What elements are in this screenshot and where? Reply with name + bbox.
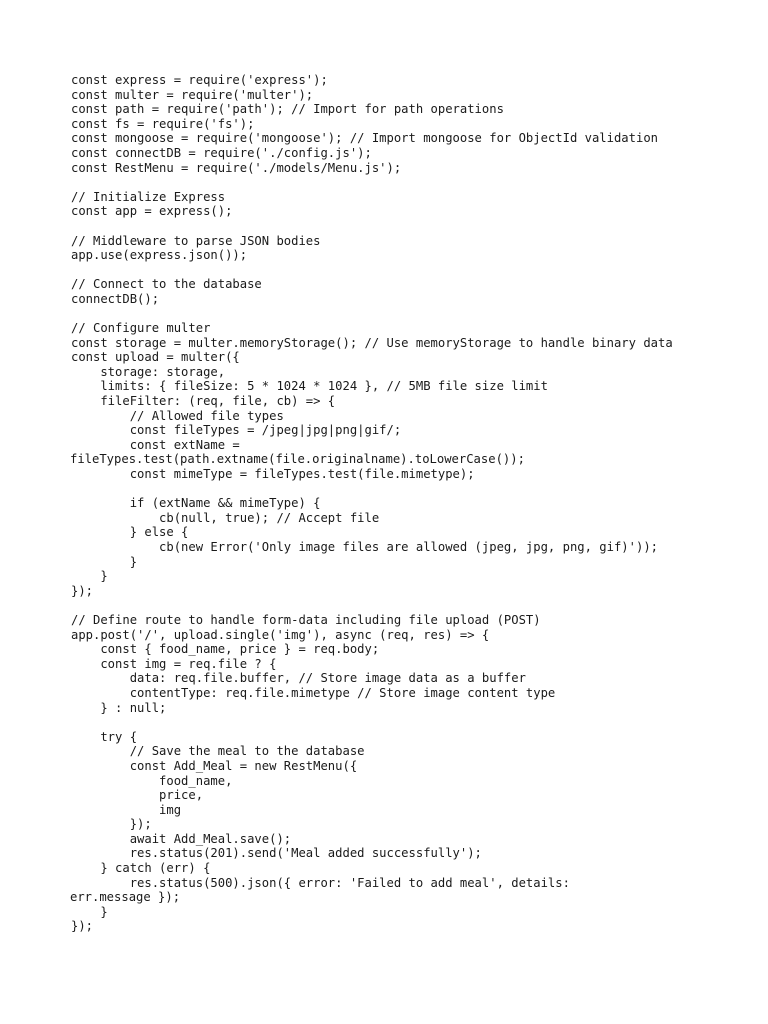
code-line: connectDB(); (71, 291, 160, 306)
code-line: } else { (71, 525, 189, 540)
code-line: // Connect to the database (71, 277, 262, 292)
code-line: } catch (err) { (71, 861, 211, 876)
code-line: // Configure multer (71, 321, 211, 336)
code-line: cb(new Error('Only image files are allowed (jpeg, jpg, png, gif)')); (71, 540, 658, 554)
code-line (71, 175, 673, 190)
code-line: const extName = (71, 437, 240, 452)
code-line: fileFilter: (req, file, cb) => { (71, 394, 336, 409)
code-line: contentType: req.file.mimetype // Store image content type (71, 685, 556, 700)
code-line: price, (71, 788, 204, 803)
code-line: } (71, 554, 138, 569)
code-line: }); (71, 919, 94, 934)
code-line: const Add_Meal = new RestMenu({ (71, 758, 358, 773)
code-line: const upload = multer({ (71, 350, 240, 365)
code-line: } (71, 569, 108, 584)
code-line: data: req.file.buffer, // Store image data as a buffer (71, 671, 526, 686)
code-line: app.post('/', upload.single('img'), async (req, res) => { (71, 627, 490, 642)
code-line (71, 219, 673, 234)
code-line (71, 263, 673, 278)
code-line: res.status(201).send('Meal added successfully'); (71, 846, 482, 861)
code-line: } : null; (71, 700, 167, 715)
code-line: try { (71, 729, 138, 744)
code-line: fileTypes.test(path.extname(file.originalname).toLowerCase()); (70, 452, 525, 467)
code-line: const fileTypes = /jpeg|jpg|png|gif/; (71, 423, 402, 438)
code-line: }); (71, 817, 152, 832)
code-line: // Allowed file types (71, 408, 284, 423)
code-line: err.message }); (70, 890, 181, 905)
code-line: cb(null, true); // Accept file (71, 510, 380, 525)
code-line: const express = require('express'); (71, 73, 328, 87)
code-line: const mimeType = fileTypes.test(file.mimetype); (71, 467, 475, 482)
code-line: await Add_Meal.save(); (71, 831, 292, 846)
code-line: const connectDB = require('./config.js'); (71, 145, 372, 160)
code-line (71, 482, 673, 497)
code-line (71, 307, 673, 322)
code-line: // Define route to handle form-data including file upload (POST) (71, 612, 541, 627)
code-line: const fs = require('fs'); (71, 116, 255, 131)
code-line: const mongoose = require('mongoose'); // Import mongoose for ObjectId validation (71, 131, 658, 146)
code-line: const app = express(); (71, 204, 233, 219)
code-line: const img = req.file ? { (71, 656, 277, 671)
code-line: app.use(express.json()); (71, 248, 248, 263)
code-line: // Middleware to parse JSON bodies (71, 233, 321, 248)
code-line: const { food_name, price } = req.body; (71, 642, 380, 657)
code-line: const storage = multer.memoryStorage(); // Use memoryStorage to handle binary data (71, 335, 673, 350)
code-line (71, 598, 673, 613)
code-line: const multer = require('multer'); (71, 87, 314, 102)
code-line: img (71, 802, 182, 817)
code-line: res.status(500).json({ error: 'Failed to add meal', details: (71, 875, 570, 890)
code-line: const path = require('path'); // Import for path operations (71, 102, 504, 117)
code-line: if (extName && mimeType) { (71, 496, 321, 511)
code-line: const RestMenu = require('./models/Menu.js'); (71, 160, 402, 175)
code-line: } (71, 904, 108, 919)
code-block (71, 73, 673, 934)
code-line: storage: storage, (71, 364, 226, 379)
code-line: // Initialize Express (71, 189, 226, 204)
code-line: food_name, (71, 773, 233, 788)
code-line: // Save the meal to the database (71, 744, 365, 759)
code-line: limits: { fileSize: 5 * 1024 * 1024 }, // 5MB file size limit (71, 379, 548, 394)
code-line: }); (71, 583, 94, 598)
code-line (71, 715, 673, 730)
